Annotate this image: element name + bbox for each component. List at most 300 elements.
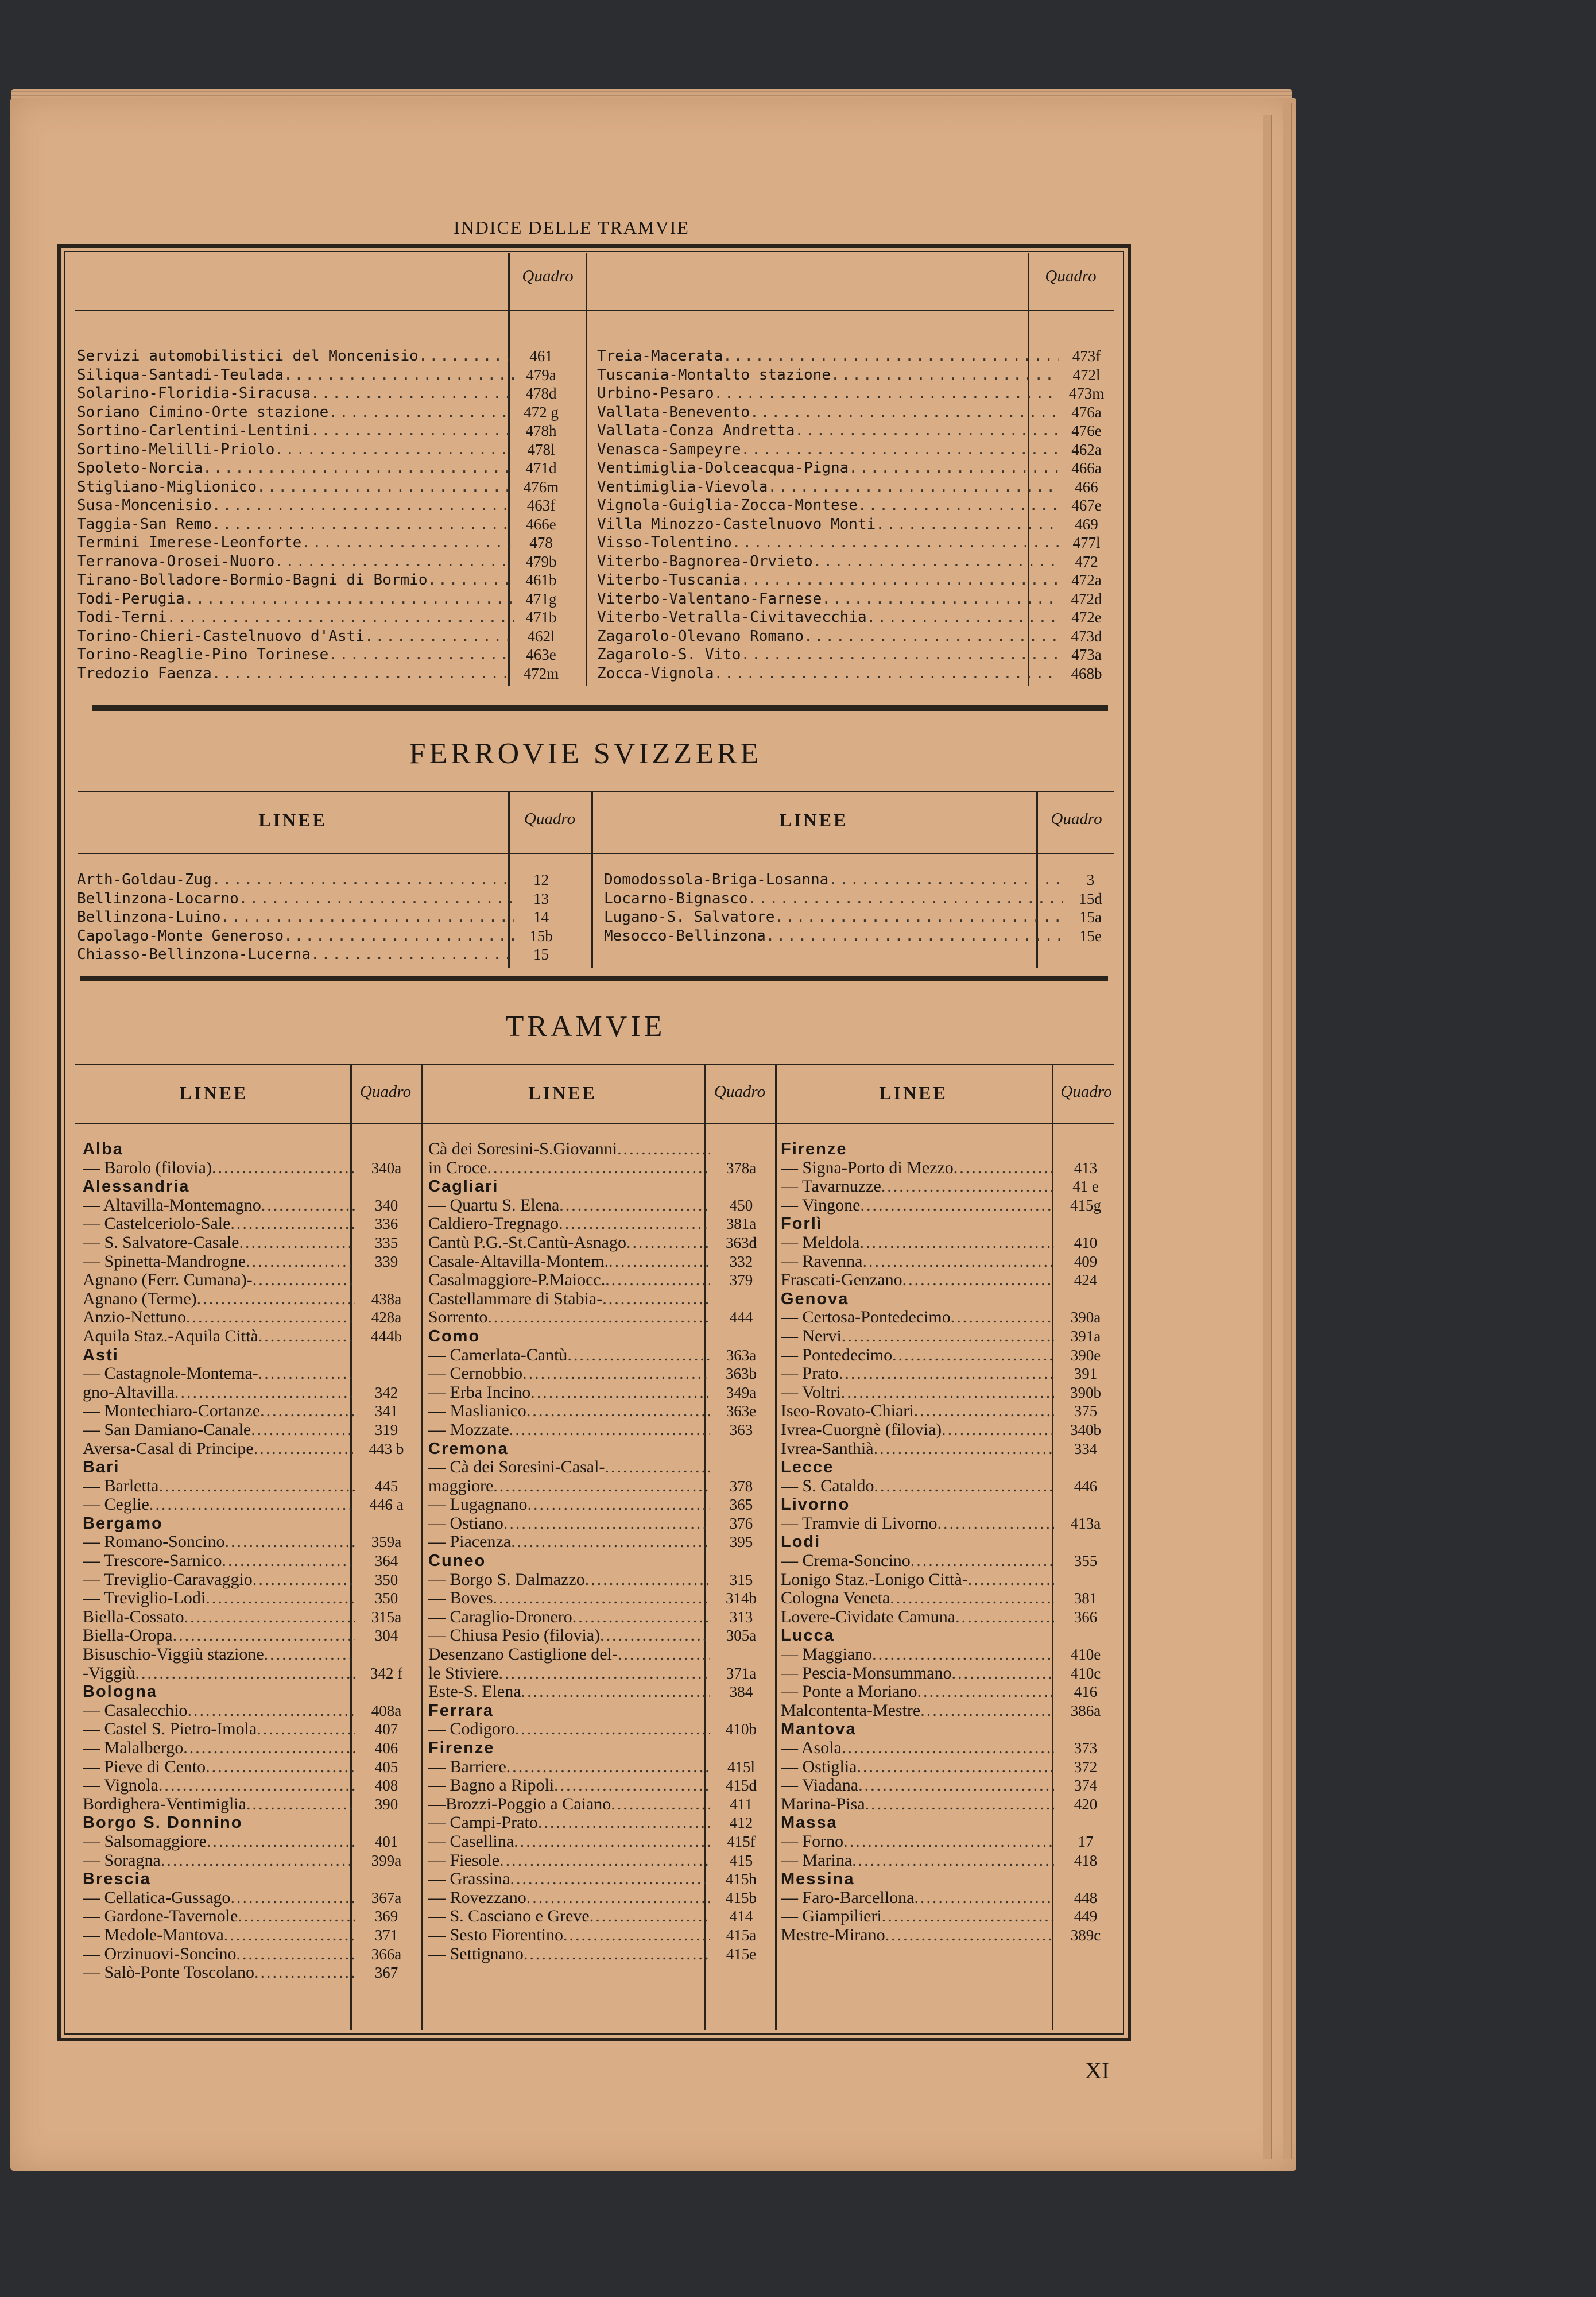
leader-dots [365,627,514,646]
line-name: — Marina [781,1851,853,1870]
line-name: Locarno-Bignasco [604,890,748,907]
city-name: Lucca [781,1626,835,1645]
index-entry [428,1215,773,1233]
index-entry [781,1402,1117,1421]
leader-dots [419,347,514,366]
city-heading-row [428,1440,773,1459]
index-entry [83,1364,418,1383]
leader-dots [239,890,514,908]
index-entry [77,347,568,366]
leader-dots [860,1196,1054,1215]
leader-dots [723,347,1059,366]
index-entry [428,1889,773,1908]
index-entry [83,1495,418,1514]
quadro-number: 469 [1075,515,1098,533]
line-name: Vignola-Guiglia-Zocca-Montese [597,497,858,514]
line-name: Venasca-Sampeyre [597,440,741,458]
index-entry [77,908,568,927]
quadro-number: 408a [371,1702,402,1719]
quadro-number: 342 [374,1383,398,1401]
leader-dots [841,1383,1054,1402]
leader-dots [774,908,1063,927]
leader-dots [852,1851,1054,1870]
line-name: Biella-Oropa [83,1626,173,1645]
leader-dots [158,1776,355,1795]
quadro-number: 390a [1070,1309,1101,1327]
quadro-number: 466 [1075,478,1098,496]
index-entry [77,496,568,515]
line-name: Marina-Pisa [781,1795,865,1813]
city-name: Firenze [781,1140,847,1158]
quadro-number: 473f [1072,347,1101,365]
quadro-number: 384 [729,1683,753,1701]
leader-dots [626,1233,710,1252]
top-left-list [77,347,568,683]
line-name: — Certosa-Pontedecimo [781,1308,951,1327]
line-name: — Fiesole [428,1851,500,1870]
quadro-number: 366 [1074,1608,1098,1626]
index-entry [428,1945,773,1964]
leader-dots [563,1926,710,1945]
leader-dots [872,1645,1054,1664]
quadro-number: 446 a [369,1496,404,1514]
leader-dots [902,1271,1054,1290]
quadro-number: 363d [726,1233,757,1251]
quadro-number: 476a [1071,403,1102,421]
index-entry [83,1795,418,1814]
index-entry [597,571,1114,590]
line-name: — Bagno a Ripoli [428,1776,555,1795]
line-name: — Asola [781,1739,842,1757]
line-name: — Codigoro [428,1720,515,1739]
quadro-number: 371 [374,1926,398,1944]
index-entry [781,1571,1117,1590]
index-entry [77,945,568,964]
index-entry [597,515,1114,534]
line-name: — Salò-Ponte Toscolano [83,1963,254,1982]
index-entry [428,1926,773,1945]
quadro-number: 410e [1070,1646,1101,1664]
quadro-number: 371a [726,1664,757,1682]
leader-dots [311,384,514,403]
leader-dots [843,1832,1054,1851]
quadro-number: 336 [374,1215,398,1233]
index-entry [83,1552,418,1571]
index-entry [781,1552,1117,1571]
city-heading-row [781,1495,1117,1514]
city-heading-row [428,1739,773,1758]
index-entry [83,1571,418,1590]
index-entry [781,1851,1117,1870]
index-entry [781,1440,1117,1459]
line-name: — Forno [781,1832,844,1851]
leader-dots [206,1758,355,1777]
index-entry [428,1252,773,1271]
city-name: Cremona [428,1439,509,1458]
line-name: — Tramvie di Livorno [781,1514,938,1533]
leader-dots [920,1702,1054,1720]
leader-dots [605,1271,710,1290]
leader-dots [527,1495,710,1514]
city-name: Bari [83,1458,120,1477]
leader-dots [328,403,514,422]
line-name: — Crema-Soncino [781,1552,911,1571]
line-name: Ivrea-Cuorgnè (filovia) [781,1420,942,1439]
line-name: — Cellatica-Gussago [83,1888,231,1907]
index-entry [597,478,1114,497]
index-entry [77,403,568,422]
leader-dots [284,927,514,946]
index-entry [77,366,568,385]
index-entry [428,1383,773,1402]
line-name: Cà dei Soresini-S.Giovanni [428,1140,618,1158]
quadro-number: 478l [527,440,555,458]
city-name: Cuneo [428,1552,486,1571]
index-entry [77,440,568,459]
index-entry [428,1664,773,1683]
city-name: Brescia [83,1870,151,1889]
city-heading-row [781,1215,1117,1233]
line-name: — Pescia-Monsummano [781,1664,952,1683]
leader-dots [253,1571,355,1590]
line-name: Biella-Cossato [83,1607,184,1626]
city-name: Messina [781,1870,855,1889]
index-entry [83,1421,418,1440]
index-entry [83,1533,418,1552]
leader-dots [750,403,1059,422]
leader-dots [530,1383,710,1402]
quadro-number: 473d [1071,627,1102,645]
index-entry [428,1851,773,1870]
leader-dots [839,1364,1054,1383]
index-entry [83,1945,418,1964]
index-entry [83,1477,418,1496]
line-name: — Ostiano [428,1514,503,1533]
leader-dots [609,1252,710,1271]
line-name: — Borgo S. Dalmazzo [428,1570,585,1589]
leader-dots [427,571,514,590]
index-entry [597,459,1114,478]
leader-dots [511,1533,710,1552]
leader-dots [236,1945,355,1964]
index-entry [597,347,1114,366]
line-name: — Ceglie [83,1495,149,1514]
line-name: Desenzano Castiglione del- [428,1645,618,1664]
leader-dots [225,1533,355,1552]
index-entry [428,1533,773,1552]
leader-dots [212,871,514,890]
leader-dots [258,1327,355,1346]
quadro-number: 409 [1074,1252,1098,1270]
index-entry [781,1645,1117,1664]
leader-dots [885,1926,1054,1945]
city-heading-row [83,1346,418,1365]
index-entry [781,1364,1117,1383]
line-name: Casalmaggiore-P.Maiocc. [428,1271,606,1290]
index-entry [83,1907,418,1926]
leader-dots [493,1589,710,1608]
leader-dots [892,1346,1054,1365]
header-rule [75,1064,1114,1065]
leader-dots [222,1552,355,1571]
quadro-number: 376 [729,1514,753,1532]
city-name: Bologna [83,1683,157,1702]
line-name: — Rovezzano [428,1888,526,1907]
quadro-number: 390e [1070,1346,1101,1364]
line-name: Visso-Tolentino [597,534,732,551]
line-name: — Boves [428,1589,493,1608]
index-entry [604,871,1118,890]
quadro-number: 305a [726,1627,757,1645]
leader-dots [258,1364,355,1383]
line-name: Tirano-Bolladore-Bormio-Bagni di Bormio [77,571,428,589]
leader-dots [867,608,1059,627]
line-name: Frascati-Genzano [781,1271,902,1290]
quadro-number: 304 [374,1627,398,1645]
line-name: — Giampilieri [781,1907,882,1926]
index-entry [781,1926,1117,1945]
quadro-number: 415g [1070,1196,1101,1214]
index-entry [83,1739,418,1758]
index-entry [428,1290,773,1309]
leader-dots [828,871,1063,890]
leader-dots [184,1608,355,1627]
leader-dots [874,1477,1055,1496]
quadro-header: Quadro [714,1082,766,1101]
leader-dots [876,515,1059,534]
quadro-number: 319 [374,1421,398,1438]
line-name: Termini Imerese-Leonforte [77,534,302,551]
quadro-number: 476m [523,478,559,496]
line-name: Viterbo-Tuscania [597,571,741,589]
leader-dots [509,1421,710,1440]
leader-dots [487,1308,710,1327]
quadro-number: 448 [1074,1889,1098,1907]
tramvie-column-3 [781,1140,1117,1945]
index-entry [83,1720,418,1739]
line-name: Sortino-Melilli-Priolo [77,440,275,458]
header-rule [78,791,1114,792]
quadro-number: 41 e [1072,1178,1099,1196]
index-entry [83,1758,418,1777]
leader-dots [567,1346,710,1365]
leader-dots [538,1813,710,1832]
leader-dots [506,1758,710,1777]
leader-dots [618,1645,710,1664]
index-entry [83,1233,418,1252]
section-divider [92,705,1108,711]
quadro-number: 410b [726,1720,757,1738]
city-name: Como [428,1327,481,1345]
index-entry [83,1290,418,1309]
quadro-number: 472e [1071,609,1102,626]
line-name: — Medole-Mantova [83,1925,224,1944]
index-entry [781,1907,1117,1926]
quadro-header: Quadro [1051,810,1102,828]
line-name: Arth-Goldau-Zug [77,871,212,888]
line-name: — Pieve di Cento [83,1757,206,1776]
quadro-number: 378a [726,1159,757,1177]
city-name: Lodi [781,1533,821,1552]
quadro-number: 411 [730,1795,753,1813]
index-entry [597,533,1114,552]
quadro-number: 410 [1074,1233,1098,1251]
index-entry [781,1327,1117,1346]
line-name: Capolago-Monte Generoso [77,927,284,945]
line-name: Cantù P.G.-St.Cantù-Asnago [428,1233,626,1252]
quadro-number: 461 [529,347,553,365]
line-name: -Viggiù [83,1664,135,1683]
quadro-number: 410c [1070,1664,1101,1682]
index-entry [428,1907,773,1926]
line-name: Soriano Cimino-Orte stazione [77,403,329,421]
leader-dots [938,1514,1054,1533]
tramvie-column-2 [428,1140,773,1963]
quadro-number: 415b [726,1889,757,1907]
city-heading-row [83,1458,418,1477]
city-name: Bergamo [83,1514,163,1533]
quadro-number: 14 [533,908,549,926]
leader-dots [526,1402,710,1421]
line-name: Bellinzona-Luino [77,908,221,926]
leader-dots [257,1720,355,1739]
header-rule [75,1123,1114,1124]
quadro-header: Quadro [524,810,576,828]
quadro-number: 401 [374,1832,398,1850]
header-rule [78,853,1114,854]
leader-dots [212,1159,355,1178]
line-name: le Stiviere [428,1664,499,1683]
line-name: — Mozzate [428,1420,509,1439]
quadro-number: 412 [729,1814,753,1832]
leader-dots [741,440,1059,459]
quadro-number: 449 [1074,1908,1098,1925]
linee-header: LINEE [179,1082,249,1103]
leader-dots [865,1795,1054,1814]
tramvie-column-1 [83,1140,418,1982]
quadro-number: 334 [1074,1440,1098,1457]
page-number: XI [1085,2058,1110,2083]
quadro-number: 471g [525,590,557,608]
quadro-number: 477l [1072,534,1101,551]
leader-dots [206,1589,355,1608]
quadro-number: 363e [726,1402,757,1420]
quadro-number: 478 [529,534,553,551]
quadro-number: 467e [1071,497,1102,514]
index-entry [83,1926,418,1945]
leader-dots [890,1589,1054,1608]
line-name: Anzio-Nettuno [83,1308,186,1327]
line-name: — Maslianico [428,1402,526,1421]
line-name: — Castelceriolo-Sale [83,1215,231,1233]
line-name: — Chiusa Pesio (filovia) [428,1626,601,1645]
line-name: — Gardone-Tavernole [83,1907,238,1926]
leader-dots [246,1252,355,1271]
leader-dots [858,496,1059,515]
leader-dots [585,1571,710,1590]
index-entry [781,1346,1117,1365]
page-side-edge [1283,103,1292,2159]
index-entry [781,1233,1117,1252]
index-entry [781,1683,1117,1702]
leader-dots [253,1271,355,1290]
leader-dots [874,1440,1054,1459]
line-name: — Voltri [781,1383,841,1402]
leader-dots [526,1889,710,1908]
index-entry [83,1851,418,1870]
line-name: Sorrento [428,1308,488,1327]
quadro-number: 15e [1079,927,1102,945]
line-name: Ivrea-Santhià [781,1439,874,1458]
index-entry [428,1140,773,1159]
line-name: Servizi automobilistici del Moncenisio [77,347,419,365]
quadro-number: 386a [1070,1702,1101,1719]
line-name: Torino-Reaglie-Pino Torinese [77,646,329,663]
line-name: — Campi-Prato [428,1813,538,1832]
line-name: Casale-Altavilla-Montem. [428,1252,609,1271]
index-entry [428,1514,773,1533]
index-entry [781,1421,1117,1440]
index-entry [428,1233,773,1252]
quadro-number: 340b [1070,1421,1101,1438]
index-entry [781,1776,1117,1795]
line-name: Este-S. Elena [428,1683,521,1702]
index-entry [428,1832,773,1851]
index-entry [781,1196,1117,1215]
line-name: — San Damiano-Canale [83,1420,251,1439]
quadro-number: 12 [533,871,549,888]
line-name: Viterbo-Bagnorea-Orvieto [597,552,813,570]
leader-dots [230,1215,355,1233]
index-entry [604,908,1118,927]
index-entry [597,403,1114,422]
linee-header: LINEE [879,1082,948,1103]
quadro-number: 395 [729,1533,753,1551]
leader-dots [503,1514,710,1533]
line-name: Domodossola-Briga-Losanna [604,871,829,888]
index-entry [781,1271,1117,1290]
index-entry [428,1776,773,1795]
line-name: —Brozzi-Poggio a Caiano [428,1795,611,1813]
leader-dots [510,1870,710,1889]
leader-dots [515,1720,710,1739]
leader-dots [768,478,1059,497]
leader-dots [499,1851,710,1870]
leader-dots [741,571,1059,590]
quadro-number: 478h [525,422,557,439]
city-name: Alessandria [83,1177,190,1196]
column-divider [421,1065,423,2030]
leader-dots [617,1140,710,1159]
top-right-list [597,347,1114,683]
column-divider [775,1065,777,2030]
line-name: — Grassina [428,1870,510,1889]
quadro-number: 405 [374,1758,398,1776]
index-entry [83,1402,418,1421]
city-heading-row [781,1720,1117,1739]
quadro-number: 378 [729,1477,753,1495]
leader-dots [602,1290,710,1309]
index-entry [83,1889,418,1908]
line-name: Iseo-Rovato-Chiari [781,1402,914,1421]
city-heading-row [781,1813,1117,1832]
quadro-number: 3 [1086,871,1095,888]
line-name: Taggia-San Remo [77,515,212,533]
line-name: — Casalecchio [83,1701,188,1720]
city-name: Ferrara [428,1701,494,1720]
quadro-number: 366a [371,1945,402,1963]
quadro-number: 340a [371,1159,402,1177]
